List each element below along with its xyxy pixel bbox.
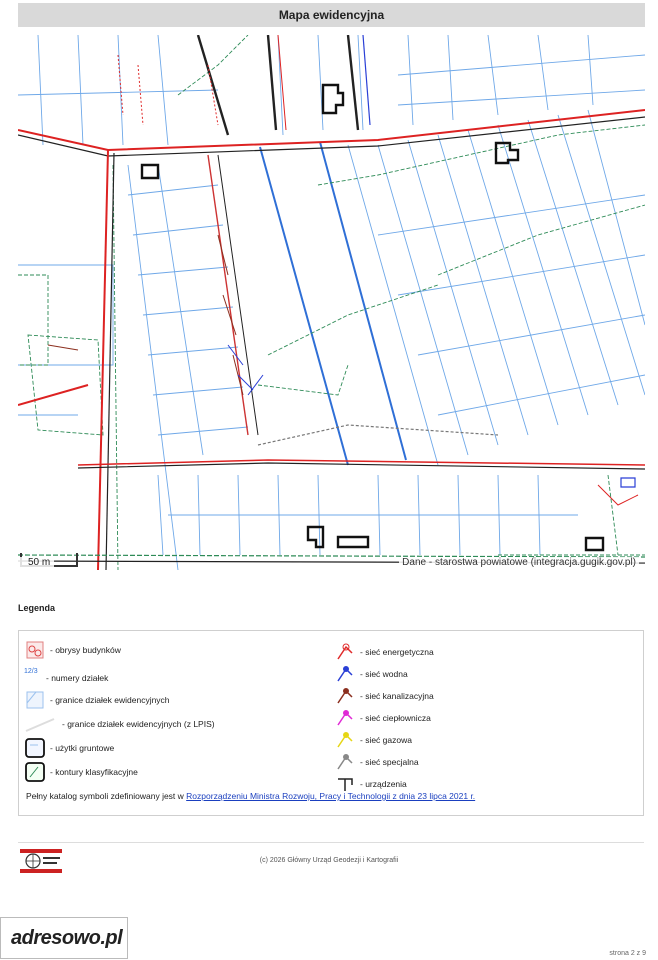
land-use-icon bbox=[24, 737, 46, 759]
parcel-boundary-icon bbox=[24, 689, 46, 711]
legend-item-lpis-boundaries: - granice działek ewidencyjnych (z LPIS) bbox=[24, 713, 215, 735]
legend-item-water-network: - sieć wodna bbox=[334, 663, 408, 685]
building-outline-icon bbox=[24, 639, 46, 661]
legend-item-heating-network: - sieć ciepłownicza bbox=[334, 707, 431, 729]
heating-network-icon bbox=[334, 707, 356, 729]
classification-contours bbox=[18, 35, 645, 570]
legend-item-parcel-numbers: 12/3 - numery działek bbox=[24, 667, 108, 689]
building-outline bbox=[308, 527, 323, 547]
legend-item-special-network: - sieć specjalna bbox=[334, 751, 419, 773]
building-outline bbox=[338, 537, 368, 547]
page-title: Mapa ewidencyjna bbox=[18, 3, 645, 27]
energy-network-icon bbox=[334, 641, 356, 663]
legend-item-land-use: - użytki gruntowe bbox=[24, 737, 114, 759]
regulation-link[interactable]: Rozporządzeniu Ministra Rozwoju, Pracy i Technologii z dnia 23 lipca 2021 r. bbox=[186, 791, 476, 801]
building-outline bbox=[586, 538, 603, 550]
building-outline bbox=[142, 165, 158, 178]
copyright: (c) 2026 Główny Urząd Geodezji i Kartografii bbox=[259, 857, 399, 864]
buildings bbox=[142, 85, 635, 550]
classification-contour-icon bbox=[24, 761, 46, 783]
utility-lines bbox=[48, 55, 638, 505]
brand-logo[interactable]: adresowo.pl bbox=[0, 917, 128, 959]
parcel-number-icon: 12/3 bbox=[24, 668, 38, 675]
lpis-boundary-icon bbox=[24, 713, 58, 735]
map-canvas[interactable] bbox=[18, 35, 645, 570]
building-outline bbox=[323, 85, 343, 113]
legend-box bbox=[18, 630, 644, 816]
cadastral-map[interactable] bbox=[18, 35, 645, 570]
gas-network-icon bbox=[334, 729, 356, 751]
legend-item-gas-network: - sieć gazowa bbox=[334, 729, 412, 751]
parcel-boundaries bbox=[18, 35, 645, 570]
legend-item-sewer-network: - sieć kanalizacyjna bbox=[334, 685, 434, 707]
legend-item-classification-contours: - kontury klasyfikacyjne bbox=[24, 761, 138, 783]
legend-title: Legenda bbox=[18, 603, 56, 613]
legend-item-devices: - urządzenia bbox=[334, 773, 407, 795]
water-network-icon bbox=[334, 663, 356, 685]
catalog-note: Pełny katalog symboli zdefiniowany jest w Rozporządzeniu Ministra Rozwoju, Pracy i Technologii z dnia 23 lipca 2021 r. bbox=[26, 791, 476, 801]
footer-divider bbox=[18, 842, 644, 843]
special-network-icon bbox=[334, 751, 356, 773]
legend-item-buildings: - obrysy budynków bbox=[24, 639, 121, 661]
building-outline bbox=[621, 478, 635, 487]
selected-parcel-lines bbox=[260, 142, 406, 465]
sewer-network-icon bbox=[334, 685, 356, 707]
map-credits: Dane - starostwa powiatowe (integracja.gugik.gov.pl) bbox=[399, 557, 639, 568]
page-number: strona 2 z 9 bbox=[609, 950, 646, 957]
legend-item-energy-network: - sieć energetyczna bbox=[334, 641, 434, 663]
legend-item-parcel-boundaries: - granice działek ewidencyjnych bbox=[24, 689, 170, 711]
roads bbox=[18, 35, 645, 570]
scale-label: 50 m bbox=[18, 557, 54, 568]
